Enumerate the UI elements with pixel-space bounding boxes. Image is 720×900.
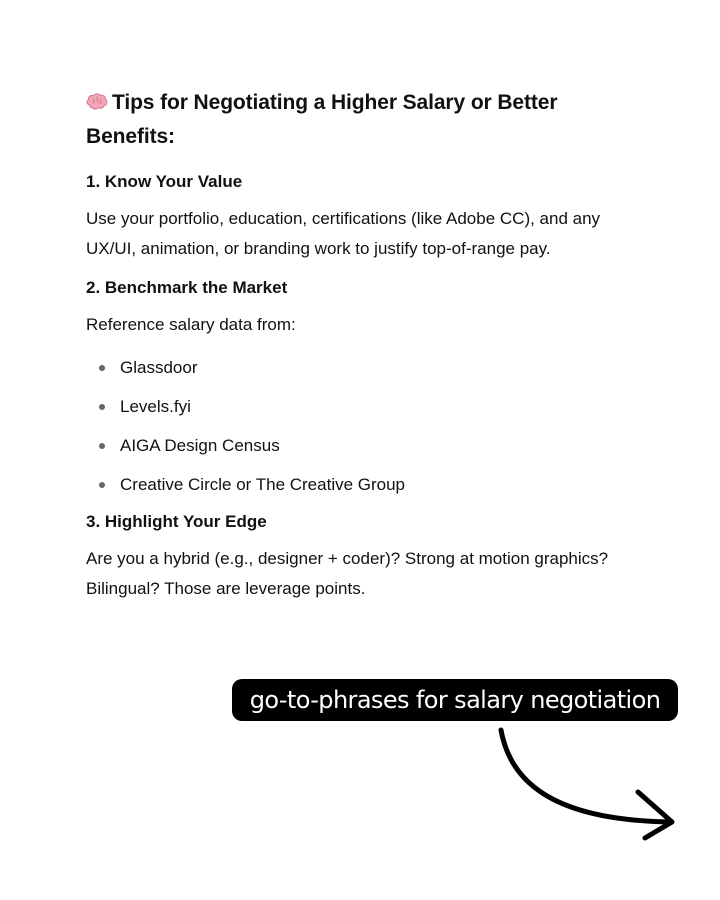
list-item	[86, 348, 646, 387]
bullet-dot	[99, 482, 105, 488]
callout-label: go-to-phrases for salary negotiation	[232, 679, 678, 721]
bullet-dot	[99, 404, 105, 410]
tips-document	[86, 86, 646, 604]
list-item-text: AIGA Design Census	[120, 436, 280, 455]
bullet-dot	[99, 443, 105, 449]
section-heading-know-your-value: 1. Know Your Value	[86, 172, 243, 191]
list-item	[86, 465, 646, 504]
list-item-text: Creative Circle or The Creative Group	[120, 475, 406, 494]
bullet-dot	[99, 365, 105, 371]
list-item-text: Levels.fyi	[120, 397, 191, 416]
section-body-highlight-edge: Are you a hybrid (e.g., designer + coder)? Strong at motion graphics? Bilingual? Those are leverage points.	[86, 549, 609, 598]
section-heading-highlight-edge: 3. Highlight Your Edge	[86, 512, 267, 531]
page-title-text: Tips for Negotiating a Higher Salary or Better Benefits:	[86, 91, 558, 148]
section-body-benchmark-market: Reference salary data from:	[86, 315, 296, 334]
brain-icon	[86, 93, 108, 111]
salary-sources-list	[86, 348, 646, 504]
section-heading-benchmark-market: 2. Benchmark the Market	[86, 278, 288, 297]
list-item	[86, 387, 646, 426]
list-item	[86, 426, 646, 465]
curved-arrow-right-icon	[480, 720, 690, 850]
list-item-text: Glassdoor	[120, 358, 198, 377]
section-body-know-your-value: Use your portfolio, education, certifications (like Adobe CC), and any UX/UI, animation, or branding work to justify top-of-range pay.	[86, 209, 601, 258]
page-title	[86, 86, 646, 154]
